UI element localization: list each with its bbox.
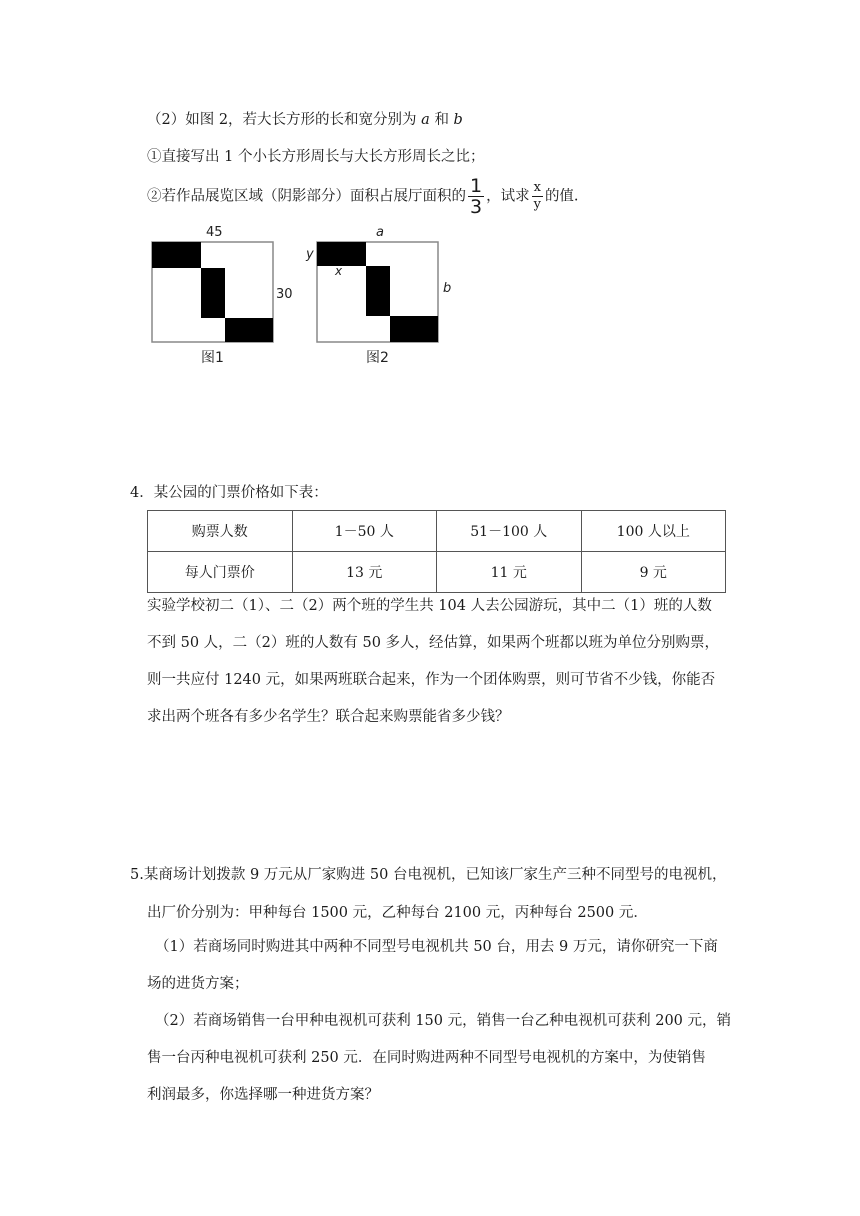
- fig1-caption: 图1: [201, 350, 224, 366]
- table-row: [148, 511, 726, 552]
- q4-body-line: 则一共应付 1240 元，如果两班联合起来，作为一个团体购票，则可节省不少钱，你能否: [147, 672, 716, 688]
- figures: [140, 218, 460, 370]
- fig2-inner-label: x: [335, 264, 343, 278]
- table-cell: 11 元: [437, 552, 582, 593]
- q4-body-line: 求出两个班各有多少名学生？联合起来购票能省多少钱？: [147, 709, 510, 725]
- fig2-right-label: b: [443, 281, 452, 296]
- table-cell: 1－50 人: [292, 511, 437, 552]
- table-cell: 9 元: [581, 552, 726, 593]
- table-row: [148, 552, 726, 593]
- var-b: b: [453, 112, 463, 128]
- fraction-x-over-y: $\frac{x}{y}$: [533, 180, 541, 212]
- table-cell: 每人门票价: [148, 552, 293, 593]
- q5-line: 出厂价分别为：甲种每台 1500 元，乙种每台 2100 元，丙种每台 2500 元．: [147, 905, 648, 921]
- fig1-top-label: 45: [206, 225, 223, 240]
- q4-body-line: 实验学校初二（1）、二（2）两个班的学生共 104 人去公园游玩，其中二（1）班的人数: [147, 598, 712, 614]
- fig2-left-label: y: [306, 247, 314, 262]
- q4-intro: 4．某公园的门票价格如下表：: [130, 485, 328, 501]
- table-cell: 51－100 人: [437, 511, 582, 552]
- figure-1: [152, 225, 293, 366]
- fig1-right-label: 30: [276, 287, 293, 302]
- table-cell: 购票人数: [148, 511, 293, 552]
- figure-2: [305, 225, 451, 366]
- part2-line3: ②若作品展览区域（阴影部分）面积占展厅面积的 $\frac{1}{3}$ ，试求 $\frac{x}{y}$ 的值.: [147, 175, 579, 218]
- var-a: a: [421, 112, 430, 128]
- table-cell: 100 人以上: [581, 511, 726, 552]
- q5-line: （2）若商场销售一台甲种电视机可获利 150 元，销售一台乙种电视机可获利 200 元，销: [155, 1013, 732, 1029]
- q5-line: 售一台丙种电视机可获利 250 元．在同时购进两种不同型号电视机的方案中，为使销售: [147, 1050, 706, 1066]
- fig2-top-label: a: [376, 225, 384, 240]
- fig2-caption: 图2: [366, 350, 389, 366]
- table-cell: 13 元: [292, 552, 437, 593]
- q5-line: （1）若商场同时购进其中两种不同型号电视机共 50 台，用去 9 万元，请你研究一下商: [155, 939, 718, 955]
- ticket-price-table: [147, 510, 726, 593]
- part2-line1: （2）如图 2，若大长方形的长和宽分别为 a 和 b: [147, 112, 463, 128]
- q5-line: 场的进货方案；: [147, 976, 249, 992]
- q5-line: 利润最多，你选择哪一种进货方案？: [147, 1087, 379, 1103]
- part2-line2: ①直接写出 1 个小长方形周长与大长方形周长之比；: [147, 149, 485, 165]
- q5-line: 5.某商场计划拨款 9 万元从厂家购进 50 台电视机，已知该厂家生产三种不同型号的电视机，: [130, 867, 727, 883]
- fraction-one-third: $\frac{1}{3}$: [470, 175, 483, 218]
- q4-body-line: 不到 50 人，二（2）班的人数有 50 多人，经估算，如果两个班都以班为单位分别购票，: [147, 635, 720, 651]
